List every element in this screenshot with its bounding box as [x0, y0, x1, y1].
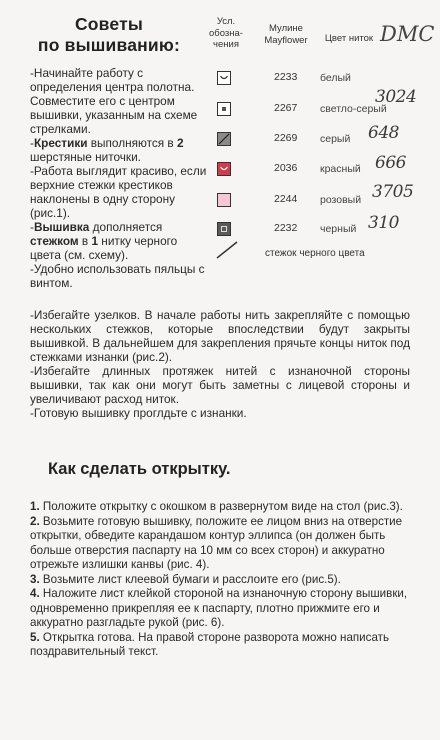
legend-dmc-handwritten: 3705 [372, 182, 414, 202]
tip-paragraph: -Работа выглядит красиво, если верхние стежки крестиков наклонены в одну сторону (рис.1). [30, 164, 207, 220]
legend-code: 2267 [274, 102, 298, 114]
tip-paragraph: -Избегайте узелков. В начале работы нить закрепляйте с помощью нескольких стежков, которые впоследствии будут закрыты вышивкой. В дальнейшем для закрепления прячьте концы ниток под стежками изнанки (рис.2). [30, 308, 410, 364]
legend-code: 2232 [274, 222, 298, 234]
step-item: 3. Возьмите лист клеевой бумаги и расслоите его (рис.5). [30, 572, 341, 586]
step-item: 2. Возьмите готовую вышивку, положите ее лицом вниз на отверстие открытки, обведите карандашом контур эллипса (он должен быть больше отверстия паспарту на 10 мм со всех сторон) и аккуратно отрежьте излишки канвы (рис. 4). [30, 514, 403, 571]
legend-dmc-handwritten: 666 [375, 153, 406, 173]
legend-row [210, 123, 440, 154]
legend-header-symbol: Усл. обозна- чения [209, 16, 243, 50]
step-item: 5. Открытка готова. На правой стороне разворота можно написать поздравительный текст. [30, 630, 389, 658]
legend-color-name: серый [320, 133, 351, 145]
tip-paragraph: -Избегайте длинных протяжек нитей с изнаночной стороны вышивки, так как они могут быть заметны с лицевой стороны и увеличивают расход ниток. [30, 364, 410, 406]
legend-dmc-handwritten: 310 [368, 213, 399, 233]
legend-color-name: розовый [320, 194, 362, 206]
legend-color-name: черный [320, 223, 357, 235]
gray-symbol-icon [217, 132, 231, 146]
legend-header-color: Цвет ниток [324, 33, 374, 44]
tips-full-width [30, 308, 410, 420]
tips-title-line2: по вышиванию: [37, 35, 181, 55]
legend-code: 2036 [274, 162, 298, 174]
legend-code: 2233 [274, 71, 298, 83]
legend-row [210, 182, 440, 215]
legend-color-name: белый [320, 72, 351, 84]
tips-column [30, 66, 210, 290]
tip-paragraph: -Начинайте работу с определения центра полотна. Совместите его с центром вышивки, указанным на схеме стрелками. [30, 66, 198, 136]
tip-paragraph: -Удобно использовать пяльцы с винтом. [30, 262, 205, 290]
tips-title-line1: Советы [74, 14, 144, 34]
legend-row [210, 87, 440, 124]
light-gray-symbol-icon [217, 102, 231, 116]
legend-code: 2244 [274, 193, 298, 205]
red-symbol-icon [217, 162, 231, 176]
step-item: 1. Положите открытку с окошком в развернутом виде на стол (рис.3). [30, 500, 403, 513]
tip-paragraph: -Вышивка дополняется стежком в 1 нитку черного цвета (см. схему). [30, 220, 178, 262]
tips-title [0, 14, 218, 56]
legend-code: 2269 [274, 132, 298, 144]
card-section-title: Как сделать открытку. [48, 460, 231, 478]
stitch-line-icon [215, 240, 241, 260]
legend-dmc-handwritten: 3024 [375, 87, 417, 107]
white-symbol-icon [217, 71, 231, 85]
legend-row [210, 153, 440, 184]
stitch-label: стежок черного цвета [265, 248, 365, 259]
pink-symbol-icon [217, 193, 231, 207]
step-item: 4. Наложите лист клейкой стороной на изнаночную сторону вышивки, одновременно прикрепляя ее к паспарту, плотно прижмите его и аккуратно разгладьте рукой (рис. 6). [30, 587, 408, 629]
black-symbol-icon [217, 222, 231, 236]
tip-paragraph: -Крестики выполняются в 2 шерстяные ниточки. [30, 136, 184, 164]
legend-row [210, 213, 440, 244]
card-steps [30, 500, 415, 660]
legend-color-name: светло-серый [320, 103, 387, 115]
legend-dmc-handwritten: 648 [368, 123, 399, 143]
legend-header-dmc: DMC [380, 22, 435, 46]
legend-color-name: красный [320, 163, 361, 175]
legend-header-mulinet: Мулине Mayflower [264, 23, 308, 46]
tip-paragraph: -Готовую вышивку проглдьте с изнанки. [30, 406, 247, 420]
